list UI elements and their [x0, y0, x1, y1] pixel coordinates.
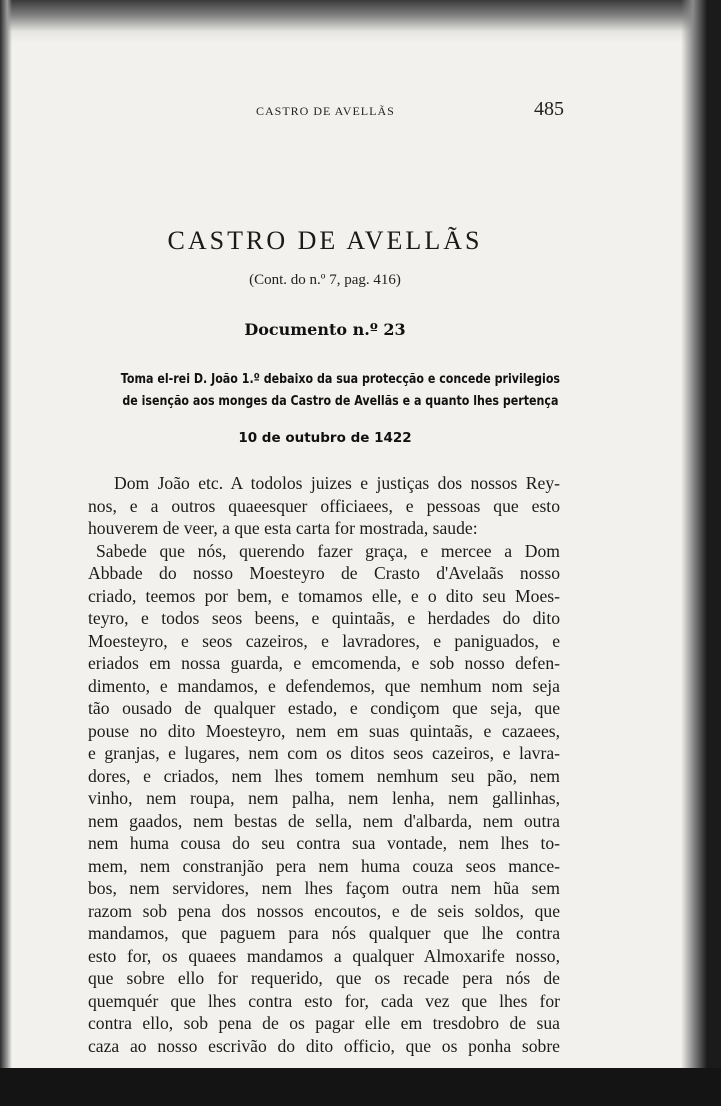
body-line: Sabede que nós, querendo fazer graça, e mercee a Dom: [96, 540, 560, 561]
body-line: eriados em nossa guarda, e emcomenda, e sob nosso defen-: [88, 653, 560, 673]
body-line: mem, nem constranjão pera nem huma couza seos mance-: [88, 855, 560, 876]
body-line: nos, e a outros quaeesquer officiaees, e pessoas que esto: [88, 495, 560, 516]
body-line: vinho, nem roupa, nem palha, nem lenha, nem gallinhas,: [88, 788, 560, 808]
body-line: Dom João etc. A todolos juizes e justiças dos nossos Rey-: [114, 473, 560, 493]
summary-line: Toma el-rei D. João 1.º debaixo da sua protecção e concede privilegios: [120, 371, 561, 387]
body-line: que sobre ello for requerido, que os recade pera nós de: [88, 968, 560, 988]
document-heading: Documento n.º 23: [244, 320, 406, 339]
page-number: 485: [534, 98, 564, 120]
body-line: razom sob pena dos nossos encoutos, e de seis soldos, que: [88, 900, 560, 921]
body-line: mandamos, que paguem para nós qualquer que lhe contra: [88, 923, 560, 943]
document-summary: [78, 368, 603, 412]
body-line: nem huma cousa do seu contra sua vontade, nem lhes to-: [88, 833, 560, 853]
body-line: quemquér que lhes contra esto for, cada vez que lhes for: [88, 990, 560, 1011]
scan-top-shadow: [0, 0, 721, 42]
body-line: criado, teemos por bem, e tomamos elle, e o dito seu Moes-: [88, 585, 560, 606]
body-line: bos, nem servidores, nem lhes façom outra nem hũa sem: [88, 878, 560, 898]
body-line: nem gaados, nem bestas de sella, nem d'albarda, nem outra: [88, 810, 560, 831]
summary-line: de isenção aos monges da Castro de Avellãs e a quanto lhes pertença: [122, 393, 559, 409]
body-line: pouse no dito Moesteyro, nem em suas quintaãs, e cazaees,: [88, 720, 560, 741]
body-text: [88, 472, 560, 1057]
scan-left-shadow: [0, 0, 12, 1106]
body-line: teyro, e todos seos beens, e quintaãs, e herdades do dito: [88, 608, 560, 628]
body-line: tão ousado de qualquer estado, e condiçom que seja, que: [88, 698, 560, 718]
scan-bottom-border: [0, 1068, 721, 1106]
document-date: 10 de outubro de 1422: [238, 430, 412, 446]
body-line: dimento, e mandamos, e defendemos, que nemhum nom seja: [88, 675, 560, 696]
body-line: dores, e criados, nem lhes tomem nemhum seu pão, nem: [88, 765, 560, 786]
body-line: esto for, os quaees mandamos a qualquer Almoxarife nosso,: [88, 945, 560, 966]
body-line: contra ello, sob pena de os pagar elle em tresdobro de sua: [88, 1013, 560, 1033]
body-line: houverem de veer, a que esta carta for mostrada, saude:: [88, 518, 478, 538]
page-subtitle: (Cont. do n.º 7, pag. 416): [249, 272, 401, 288]
body-line: Abbade do nosso Moesteyro de Crasto d'Avelaãs nosso: [88, 563, 560, 583]
running-head: CASTRO DE AVELLÃS: [256, 104, 395, 118]
page-title: CASTRO DE AVELLÃS: [167, 226, 483, 255]
body-line: Moesteyro, e seos cazeiros, e lavradores, e paniguados, e: [88, 630, 560, 651]
body-line: e granjas, e lugares, nem com os ditos seos cazeiros, e lavra-: [88, 743, 560, 763]
body-line: caza ao nosso escrivão do dito officio, que os ponha sobre: [88, 1035, 560, 1056]
scan-right-shadow: [681, 0, 721, 1106]
